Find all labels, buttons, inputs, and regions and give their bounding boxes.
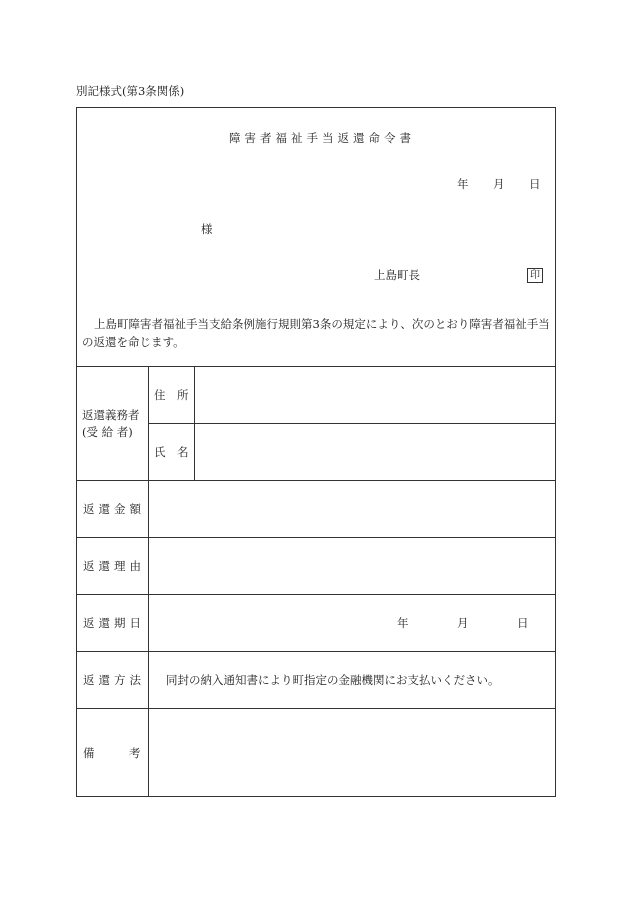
deadline-day: 日 xyxy=(517,616,529,630)
return-order-form xyxy=(76,107,556,797)
addressee-suffix: 様 xyxy=(201,222,213,236)
form-title: 障害者福祉手当返還命令書 xyxy=(229,131,415,145)
deadline-year: 年 xyxy=(397,616,409,630)
method-value: 同封の納入通知書により町指定の金融機関にお支払いください。 xyxy=(166,673,500,687)
sublabel-column-divider xyxy=(194,366,195,480)
address-label: 住 所 xyxy=(154,388,189,402)
issue-date-month: 月 xyxy=(493,177,505,191)
issue-date-year: 年 xyxy=(457,177,469,191)
remarks-label: 備 考 xyxy=(83,746,141,760)
notice-text: 上島町障害者福祉手当支給条例施行規則第3条の規定により、次のとおり障害者福祉手当の返還を命じます。 xyxy=(82,317,550,349)
issuer-name: 上島町長 xyxy=(374,268,420,282)
form-caption: 別記様式(第3条関係) xyxy=(76,84,185,98)
name-label: 氏 名 xyxy=(154,445,189,459)
row-divider xyxy=(148,423,555,424)
seal-mark: 印 xyxy=(527,268,543,283)
label-column-divider xyxy=(148,366,149,796)
method-label: 返還方法 xyxy=(83,673,145,687)
deadline-label: 返還期日 xyxy=(83,616,145,630)
obligor-label-line1: 返還義務者 xyxy=(82,408,140,422)
issue-date-day: 日 xyxy=(529,177,541,191)
deadline-month: 月 xyxy=(457,616,469,630)
obligor-label xyxy=(82,407,146,441)
obligor-label-line2: (受 給 者) xyxy=(82,425,133,439)
reason-label: 返還理由 xyxy=(83,559,145,573)
amount-label: 返還金額 xyxy=(83,502,145,516)
